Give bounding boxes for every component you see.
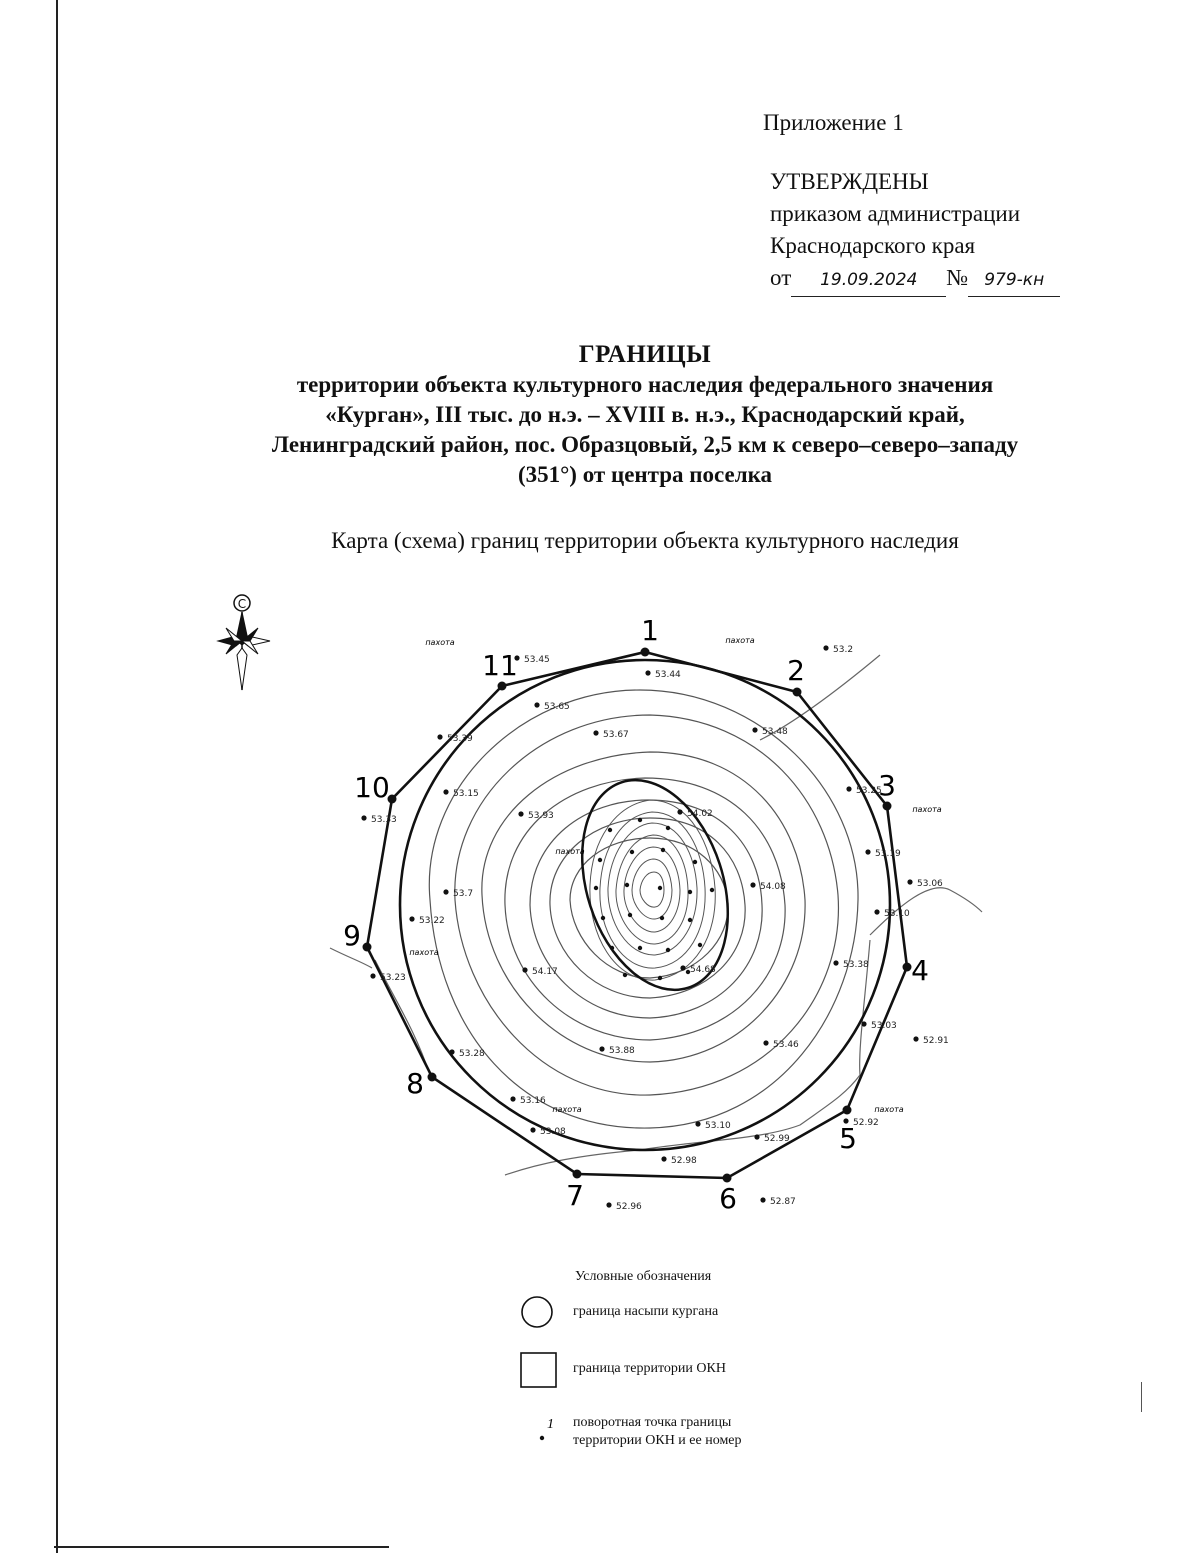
elevation-dot: [409, 916, 414, 921]
boundary-point-marker-9: [363, 943, 372, 952]
mound-survey-dot: [638, 818, 642, 822]
boundary-point-label-11: 11: [482, 649, 518, 682]
elevation-dot: [695, 1121, 700, 1126]
mound-survey-dot: [598, 858, 602, 862]
mound-survey-dot: [610, 946, 614, 950]
elevation-dot: [534, 702, 539, 707]
elevation-label: 53.10: [884, 909, 910, 919]
boundary-point-label-7: 7: [566, 1179, 584, 1212]
elevation-dot: [443, 889, 448, 894]
mound-survey-dot: [628, 913, 632, 917]
elevation-dot: [522, 967, 527, 972]
terrain-label: пахота: [725, 636, 755, 645]
elevation-label: 52.96: [616, 1202, 642, 1212]
boundary-point-label-10: 10: [354, 771, 390, 804]
elevation-label: 53.33: [371, 815, 397, 825]
terrain-label: пахота: [425, 638, 455, 647]
mound-survey-dot: [688, 918, 692, 922]
approval-heading: УТВЕРЖДЕНЫ: [770, 169, 929, 194]
elevation-label: 53.46: [773, 1040, 799, 1050]
approval-line-1: приказом администрации: [770, 201, 1021, 226]
compass-north-label: С: [237, 597, 247, 611]
title-line-2: «Курган», III тыс. до н.э. – XVIII в. н.э., Краснодарский край,: [325, 402, 965, 427]
elevation-dot: [846, 786, 851, 791]
elevation-dot: [913, 1036, 918, 1041]
elevation-dot: [754, 1134, 759, 1139]
legend-point-number: 1: [547, 1417, 554, 1432]
elevation-label: 52.92: [853, 1118, 879, 1128]
elevation-dot: [861, 1021, 866, 1026]
elevation-label: 52.99: [764, 1134, 790, 1144]
elevation-label: 53.65: [544, 702, 570, 712]
terrain-label: пахота: [552, 1105, 582, 1114]
elevation-dot: [518, 811, 523, 816]
elevation-dot: [680, 965, 685, 970]
date-value: 19.09.2024: [791, 264, 946, 297]
contour-lines: [429, 690, 858, 1128]
elevation-label: 53.15: [453, 789, 479, 799]
elevation-label: 53.23: [380, 973, 406, 983]
elevation-label: 53.08: [540, 1127, 566, 1137]
legend-point-dot: [540, 1436, 544, 1440]
legend-mound-label: граница насыпи кургана: [573, 1304, 719, 1319]
elevation-dot: [437, 734, 442, 739]
mound-survey-dot: [661, 848, 665, 852]
elevation-dot: [606, 1202, 611, 1207]
terrain-labels: [409, 636, 941, 1114]
terrain-label: пахота: [874, 1105, 904, 1114]
elevation-label: 52.87: [770, 1197, 796, 1207]
elevation-points: [361, 645, 948, 1212]
boundary-point-marker-1: [641, 648, 650, 657]
elevation-dot: [760, 1197, 765, 1202]
elevation-dot: [865, 849, 870, 854]
elevation-dot: [370, 973, 375, 978]
mound-survey-dot: [625, 883, 629, 887]
mound-survey-dot: [710, 888, 714, 892]
date-prefix: от: [770, 265, 792, 290]
mound-survey-dot: [666, 948, 670, 952]
boundary-point-label-8: 8: [406, 1067, 424, 1100]
elevation-label: 53.2: [833, 645, 854, 655]
boundary-point-marker-2: [793, 688, 802, 697]
elevation-dot: [661, 1156, 666, 1161]
boundary-point-label-9: 9: [343, 919, 361, 952]
mound-survey-dot: [630, 850, 634, 854]
boundary-point-marker-5: [843, 1106, 852, 1115]
elevation-dot: [593, 730, 598, 735]
legend-territory-symbol: [521, 1353, 556, 1387]
legend-title: Условные обозначения: [575, 1269, 712, 1284]
elevation-label: 53.25: [856, 786, 882, 796]
mound-survey-dot: [658, 976, 662, 980]
mound-survey-dot: [638, 946, 642, 950]
elevation-label: 53.38: [843, 960, 869, 970]
elevation-label: 53.67: [603, 730, 629, 740]
boundary-point-marker-3: [883, 802, 892, 811]
boundary-point-marker-8: [428, 1073, 437, 1082]
boundary-point-label-3: 3: [878, 769, 896, 802]
legend-mound-symbol: [522, 1297, 552, 1327]
okn-territory-polygon: [367, 652, 907, 1178]
mound-survey-dot: [666, 826, 670, 830]
mound-survey-dot: [658, 886, 662, 890]
mound-survey-dot: [698, 943, 702, 947]
boundary-point-label-4: 4: [911, 954, 929, 987]
elevation-label: 54.17: [532, 967, 558, 977]
boundary-point-marker-7: [573, 1170, 582, 1179]
elevation-dot: [443, 789, 448, 794]
elevation-label: 53.22: [419, 916, 445, 926]
elevation-dot: [874, 909, 879, 914]
boundary-point-marker-11: [498, 682, 507, 691]
elevation-label: 53.88: [609, 1046, 635, 1056]
elevation-dot: [677, 809, 682, 814]
elevation-label: 53.19: [875, 849, 901, 859]
terrain-label: пахота: [555, 847, 585, 856]
elevation-dot: [599, 1046, 604, 1051]
title-line-3: Ленинградский район, пос. Образцовый, 2,5 км к северо–северо–западу: [271, 432, 1019, 457]
elevation-dot: [750, 882, 755, 887]
elevation-dot: [823, 645, 828, 650]
legend-point-label: [573, 1414, 742, 1450]
elevation-label: 54.02: [687, 809, 713, 819]
boundary-point-label-5: 5: [839, 1122, 857, 1155]
elevation-label: 53.10: [705, 1121, 731, 1131]
number-prefix: №: [946, 265, 969, 290]
elevation-dot: [510, 1096, 515, 1101]
elevation-label: 53.93: [528, 811, 554, 821]
mound-survey-dot: [693, 860, 697, 864]
mound-survey-dot: [686, 970, 690, 974]
elevation-label: 53.16: [520, 1096, 546, 1106]
elevation-label: 52.98: [671, 1156, 697, 1166]
mound-boundary-circle: [400, 660, 890, 1150]
elevation-label: 53.48: [762, 727, 788, 737]
approval-line-2: Краснодарского края: [770, 233, 976, 258]
elevation-label: 53.39: [447, 734, 473, 744]
title-main: ГРАНИЦЫ: [578, 341, 712, 368]
elevation-label: 53.06: [917, 879, 943, 889]
map-subtitle: Карта (схема) границ территории объекта культурного наследия: [331, 528, 959, 553]
boundary-point-label-6: 6: [719, 1182, 737, 1215]
elevation-dot: [752, 727, 757, 732]
elevation-label: 53.44: [655, 670, 681, 680]
elevation-label: 53.7: [453, 889, 474, 899]
legend-territory-label: граница территории ОКН: [573, 1361, 726, 1376]
elevation-dot: [645, 670, 650, 675]
mound-survey-dot: [601, 916, 605, 920]
legend-point-line-2: территории ОКН и ее номер: [573, 1433, 742, 1448]
boundary-point-label-2: 2: [787, 654, 805, 687]
compass-rose: [218, 595, 270, 690]
mound-survey-dot: [608, 828, 612, 832]
mound-survey-dot: [660, 916, 664, 920]
elevation-dot: [763, 1040, 768, 1045]
elevation-dot: [449, 1049, 454, 1054]
elevation-label: 54.08: [760, 882, 786, 892]
elevation-label: 53.03: [871, 1021, 897, 1031]
legend: [575, 1268, 711, 1286]
title-line-4: (351°) от центра поселка: [517, 462, 773, 487]
elevation-label: 52.91: [923, 1036, 949, 1046]
elevation-label: 53.28: [459, 1049, 485, 1059]
elevation-dot: [833, 960, 838, 965]
appendix-label: Приложение 1: [763, 110, 904, 135]
elevation-label: 54.68: [690, 965, 716, 975]
mound-survey-dot: [623, 973, 627, 977]
number-value: 979-кн: [968, 264, 1060, 297]
elevation-dot: [361, 815, 366, 820]
terrain-label: пахота: [409, 948, 439, 957]
terrain-label: пахота: [912, 805, 942, 814]
title-line-1: территории объекта культурного наследия федерального значения: [296, 372, 994, 397]
mound-survey-dot: [688, 890, 692, 894]
mound-survey-dot: [594, 886, 598, 890]
elevation-dot: [530, 1127, 535, 1132]
elevation-dot: [907, 879, 912, 884]
elevation-label: 53.45: [524, 655, 550, 665]
legend-point-line-1: поворотная точка границы: [573, 1415, 732, 1430]
boundary-point-label-1: 1: [641, 614, 659, 647]
